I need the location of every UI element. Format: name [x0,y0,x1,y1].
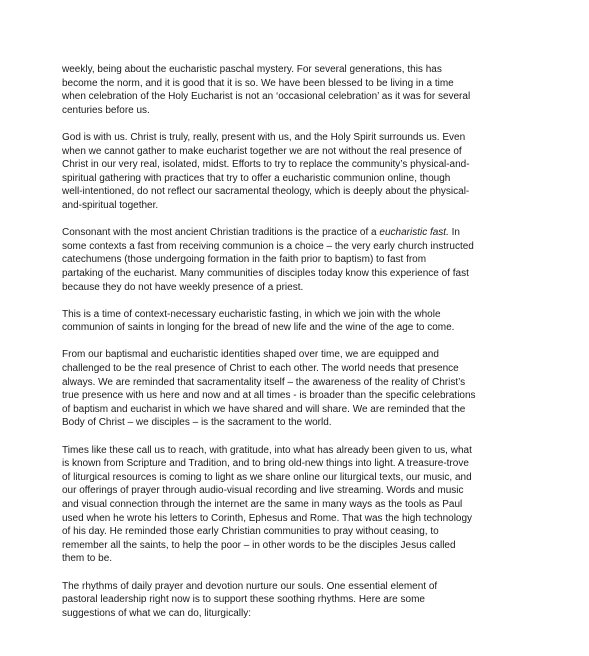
text-line: true presence with us here and now and at all times - is broader than the specific celebrations [62,390,476,402]
text-line: become the norm, and it is good that it is so. We have been blessed to be living in a time [62,77,454,89]
text-line: remember all the saints, to help the poor – in other words to be the disciples Jesus called [62,539,456,551]
text-line: always. We are reminded that sacramentality itself – the awareness of the reality of Christ’s [62,376,466,388]
text-line: of his day. He reminded those early Christian communities to pray without ceasing, to [62,526,439,538]
text-line: used when he wrote his letters to Corinth, Ephesus and Rome. That was the high technology [62,512,473,524]
text-line: partaking of the eucharist. Many communities of disciples today know this experience of fast [62,267,469,279]
text-line: centuries before us. [62,104,150,116]
text-run: In [448,227,460,239]
text-line: when we cannot gather to make eucharist together we are not without the real presence of [62,145,462,157]
text-line: pastoral leadership right now is to support these soothing rhythms. Here are some [62,594,425,606]
text-line: of baptism and eucharist in which we have shared and will share. We are reminded that the [62,403,466,415]
text-line: catechumens (those undergoing formation in the faith prior to baptism) to fast from [62,254,427,266]
paragraph-7 [62,580,524,621]
text-line: some contexts a fast from receiving communion is a choice – the very early church instructed [62,240,474,252]
text-line: communion of saints in longing for the bread of new life and the wine of the age to come. [62,322,455,334]
paragraph-1 [62,63,524,117]
paragraph-4 [62,308,524,335]
text-line [62,226,524,240]
paragraph-6 [62,444,524,566]
text-run: Consonant with the most ancient Christian traditions is the practice of a [62,227,380,239]
text-line: weekly, being about the eucharistic paschal mystery. For several generations, this has [62,64,442,75]
emphasis-text: eucharistic fast. [379,227,449,239]
text-line: of liturgical resources is coming to light as we share online our liturgical texts, our music, and [62,471,472,483]
text-line: God is with us. Christ is truly, really, present with us, and the Holy Spirit surrounds us. Even [62,131,466,143]
text-line: challenged to be the real presence of Christ to each other. The world needs that presence [62,363,459,375]
text-line: well-intentioned, do not reflect our sacramental theology, which is deeply about the physical- [62,186,470,198]
text-line: The rhythms of daily prayer and devotion nurture our souls. One essential element of [62,580,438,592]
paragraph-3 [62,226,524,294]
text-line: our offerings of prayer through audio-visual recording and live streaming. Words and music [62,485,464,497]
text-line: when celebration of the Holy Eucharist is not an ‘occasional celebration’ as it was for several [62,91,471,103]
text-line: spiritual gathering with practices that try to offer a eucharistic communion online, though [62,172,451,184]
text-line: Body of Christ – we disciples – is the sacrament to the world. [62,417,332,429]
paragraph-2 [62,131,524,213]
text-line: Christ in our very real, isolated, midst. Efforts to try to replace the community’s physical-and- [62,159,470,171]
text-line: Times like these call us to reach, with gratitude, into what has already been given to us, what [62,444,472,456]
text-line: This is a time of context-necessary eucharistic fasting, in which we join with the whole [62,308,441,320]
text-line: From our baptismal and eucharistic identities shaped over time, we are equipped and [62,349,439,361]
document-page [62,63,524,634]
text-line: and-spiritual together. [62,199,159,211]
text-line: is known from Scripture and Tradition, and to bring old-new things into light. A treasure-trove [62,458,469,470]
paragraph-5 [62,348,524,430]
text-line: suggestions of what we can do, liturgically: [62,607,251,619]
text-line: because they do not have weekly presence of a priest. [62,281,304,293]
text-line: and visual connection through the internet are the same in many ways as the tools as Paul [62,499,463,510]
text-line: them to be. [62,553,113,565]
